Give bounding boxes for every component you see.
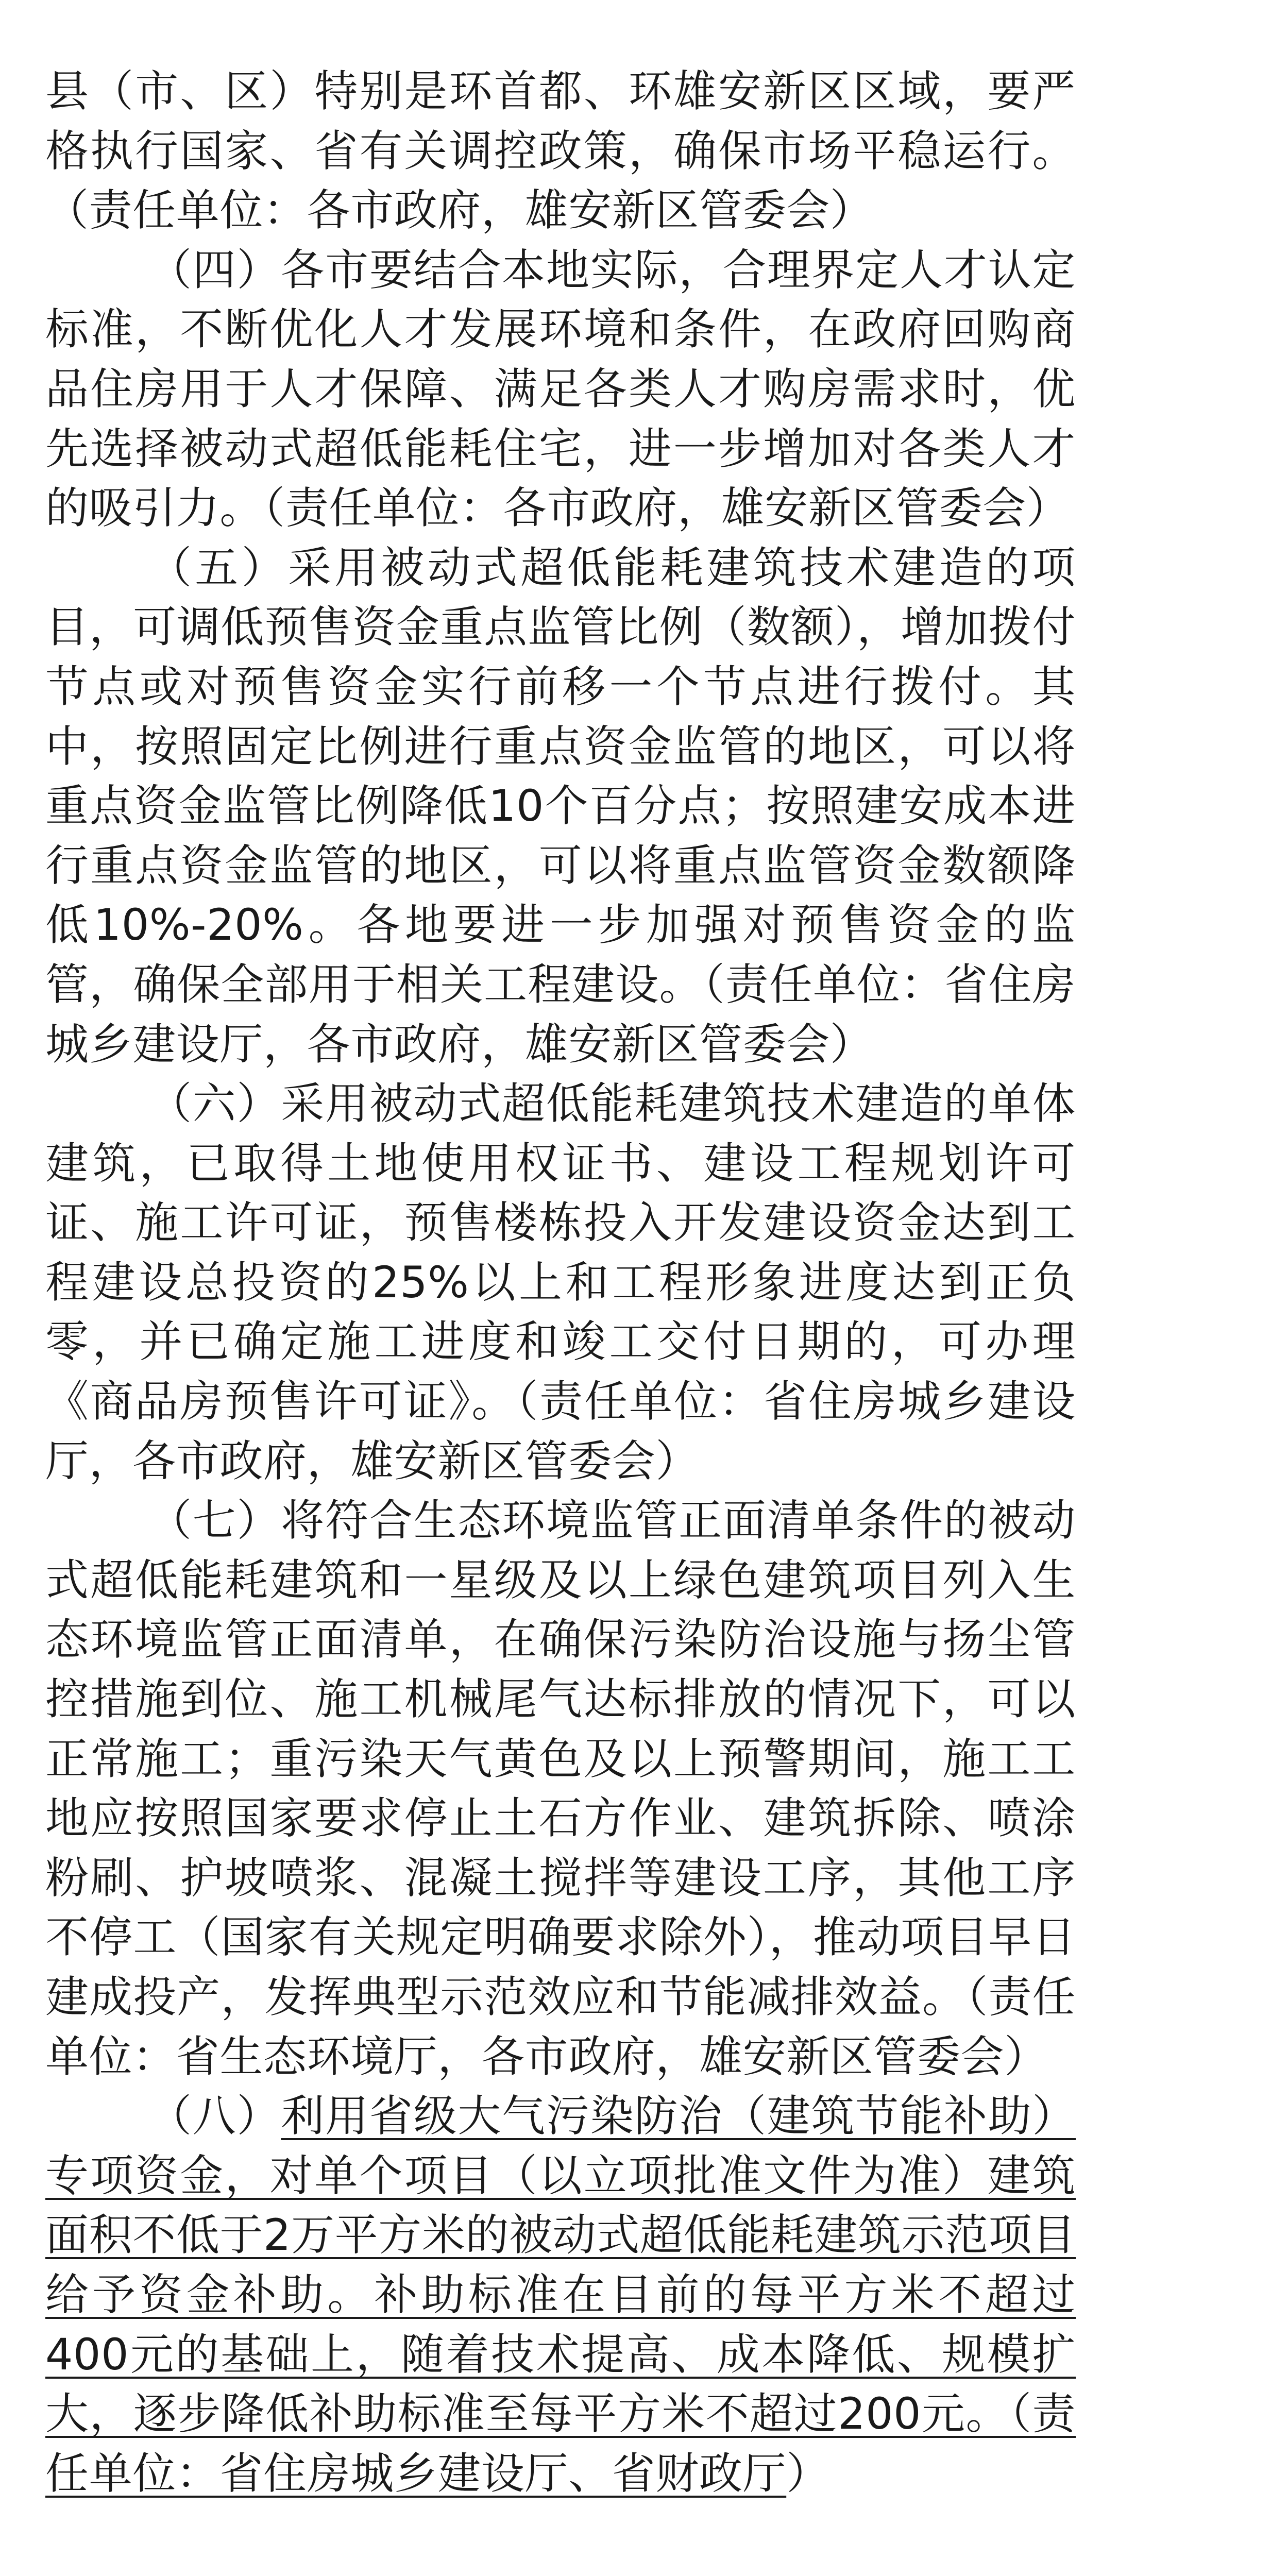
paragraph-item-5: （五）采用被动式超低能耗建筑技术建造的项目，可调低预售资金重点监管比例（数额），增加拨付节点或对预售资金实行前移一个节点进行拨付。其中，按照固定比例进行重点资金监管的地区，可以将重点资金监管比例降低10个百分点；按照建安成本进行重点资金监管的地区，可以将重点监管资金数额降低10%-20%。各地要进一步加强对预售资金的监管，确保全部用于相关工程建设。（责任单位：省住房城乡建设厅，各市政府，雄安新区管委会） [45, 542, 1076, 1070]
paragraph-item-8-prefix: （八） [148, 2091, 281, 2142]
paragraph-item-7: （七）将符合生态环境监管正面清单条件的被动式超低能耗建筑和一星级及以上绿色建筑项目列入生态环境监管正面清单，在确保污染防治设施与扬尘管控措施到位、施工机械尾气达标排放的情况下，可以正常施工；重污染天气黄色及以上预警期间，施工工地应按照国家要求停止土石方作业、建筑拆除、喷涂粉刷、护坡喷浆、混凝土搅拌等建设工序，其他工序不停工（国家有关规定明确要求除外），推动项目早日建成投产，发挥典型示范效应和节能减排效益。（责任单位：省生态环境厅，各市政府，雄安新区管委会） [45, 1495, 1076, 2082]
paragraph-item-8-suffix: ） [786, 2448, 830, 2499]
paragraph-continuation: 县（市、区）特别是环首都、环雄安新区区域，要严格执行国家、省有关调控政策，确保市场平稳运行。（责任单位：各市政府，雄安新区管委会） [45, 66, 1076, 236]
paragraph-item-4: （四）各市要结合本地实际，合理界定人才认定标准，不断优化人才发展环境和条件，在政府回购商品住房用于人才保障、满足各类人才购房需求时，优先选择被动式超低能耗住宅，进一步增加对各类人才的吸引力。（责任单位：各市政府，雄安新区管委会） [45, 244, 1076, 534]
paragraph-item-8 [45, 2087, 1076, 2503]
document-page [45, 62, 1076, 2503]
underlined-text: 利用省级大气污染防治（建筑节能补助）专项资金，对单个项目（以立项批准文件为准）建筑面积不低于2万平方米的被动式超低能耗建筑示范项目给予资金补助。补助标准在目前的每平方米不超过400元的基础上，随着技术提高、成本降低、规模扩大，逐步降低补助标准至每平方米不超过200元。（责任单位：省住房城乡建设厅、省财政厅 [45, 2091, 1076, 2499]
paragraph-item-6: （六）采用被动式超低能耗建筑技术建造的单体建筑，已取得土地使用权证书、建设工程规划许可证、施工许可证，预售楼栋投入开发建设资金达到工程建设总投资的25%以上和工程形象进度达到正负零，并已确定施工进度和竣工交付日期的，可办理《商品房预售许可证》。（责任单位：省住房城乡建设厅，各市政府，雄安新区管委会） [45, 1078, 1076, 1486]
